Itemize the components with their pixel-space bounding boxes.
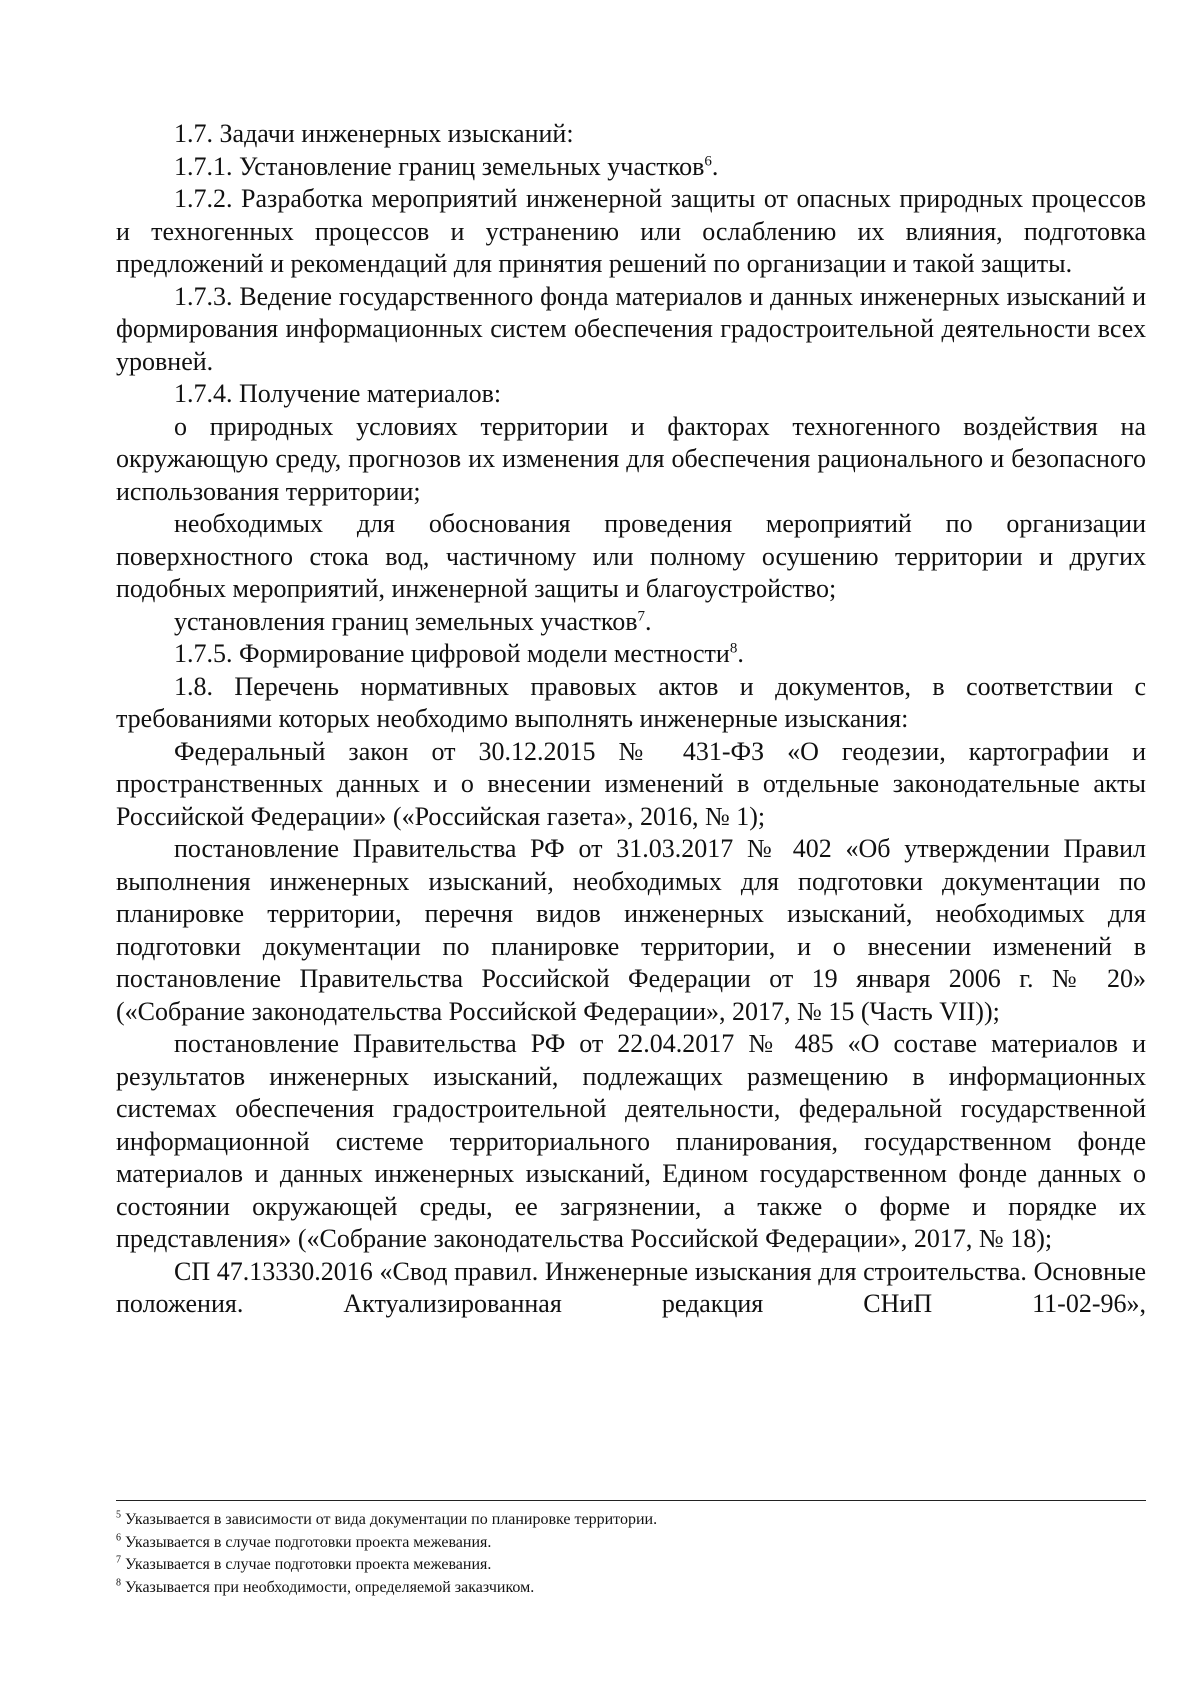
paragraph: постановление Правительства РФ от 31.03.2017 № 402 «Об утверждении Правил выполнения инженерных изысканий, необходимых для подготовки документации по планировке территории, перечня видов инженерных изысканий, необходимых для подготовки документации по планировке территории, и о внесении изменений в постановление Правительства Российской Федерации от 19 января 2006 г. № 20» («Собрание законодательства Российской Федерации», 2017, № 15 (Часть VII)); (116, 834, 1146, 1026)
footnote: $^8$ Указывается при необходимости, определяемой заказчиком. (116, 1577, 535, 1596)
footnote-ref: 7 (637, 607, 645, 624)
paragraph: необходимых для обоснования проведения мероприятий по организации поверхностного стока вод, частичному или полному осушению территории и других подобных мероприятий, инженерной защиты и благоустройство; (116, 509, 1146, 603)
footnote-number: 8 (116, 1577, 121, 1589)
paragraph: 1.7.2. Разработка мероприятий инженерной защиты от опасных природных процессов и техногенных процессов и устранению или ослаблению их влияния, подготовка предложений и рекомендаций для принятия решений по организации и такой защиты. (116, 184, 1146, 278)
footnote-ref: 6 (704, 152, 712, 169)
footnote-divider (116, 1500, 1146, 1501)
footnote-ref: 8 (729, 640, 738, 657)
footnote: $^5$ Указывается в зависимости от вида документации по планировке территории. (116, 1509, 658, 1528)
paragraph: установления границ земельных участков$^7$. (174, 606, 652, 636)
footnote: $^7$ Указывается в случае подготовки проекта межевания. (116, 1554, 492, 1573)
paragraph: Федеральный закон от 30.12.2015 № 431-ФЗ «О геодезии, картографии и пространственных данных и о внесении изменений в отдельные законодательные акты Российской Федерации» («Российская газета», 2016, № 1); (116, 736, 1146, 831)
footnote: $^6$ Указывается в случае подготовки проекта межевания. (116, 1532, 492, 1551)
paragraph: СП 47.13330.2016 «Свод правил. Инженерные изыскания для строительства. Основные положения. Актуализированная редакция СНиП 11-02-96», (116, 1256, 1146, 1318)
paragraph: 1.7.3. Ведение государственного фонда материалов и данных инженерных изысканий и формирования информационных систем обеспечения градостроительной деятельности всех уровней. (116, 281, 1146, 376)
paragraph: 1.8. Перечень нормативных правовых актов и документов, в соответствии с требованиями которых необходимо выполнять инженерные изыскания: (116, 671, 1146, 733)
paragraph: о природных условиях территории и факторах техногенного воздействия на окружающую среду, прогнозов их изменения для обеспечения рационального и безопасного использования территории; (116, 411, 1146, 506)
footnotes (116, 1509, 1146, 1599)
paragraph: 1.7. Задачи инженерных изысканий: (174, 119, 574, 148)
footnote-number: 6 (116, 1532, 121, 1544)
paragraph: 1.7.1. Установление границ земельных участков$^6$. (174, 151, 719, 181)
footnote-number: 7 (116, 1554, 121, 1566)
main-text (116, 118, 1146, 1321)
paragraph: постановление Правительства РФ от 22.04.2017 № 485 «О составе материалов и результатов инженерных изысканий, подлежащих размещению в информационных системах обеспечения градостроительной деятельности, федеральной государственной информационной системе территориального планирования, государственном фонде материалов и данных инженерных изысканий, Едином государственном фонде данных о состоянии окружающей среды, ее загрязнении, а также о форме и порядке их представления» («Собрание законодательства Российской Федерации», 2017, № 18); (116, 1029, 1146, 1253)
footnote-number: 5 (116, 1509, 121, 1521)
paragraph: 1.7.4. Получение материалов: (174, 379, 502, 408)
paragraph: 1.7.5. Формирование цифровой модели местности$^8$. (174, 639, 744, 668)
